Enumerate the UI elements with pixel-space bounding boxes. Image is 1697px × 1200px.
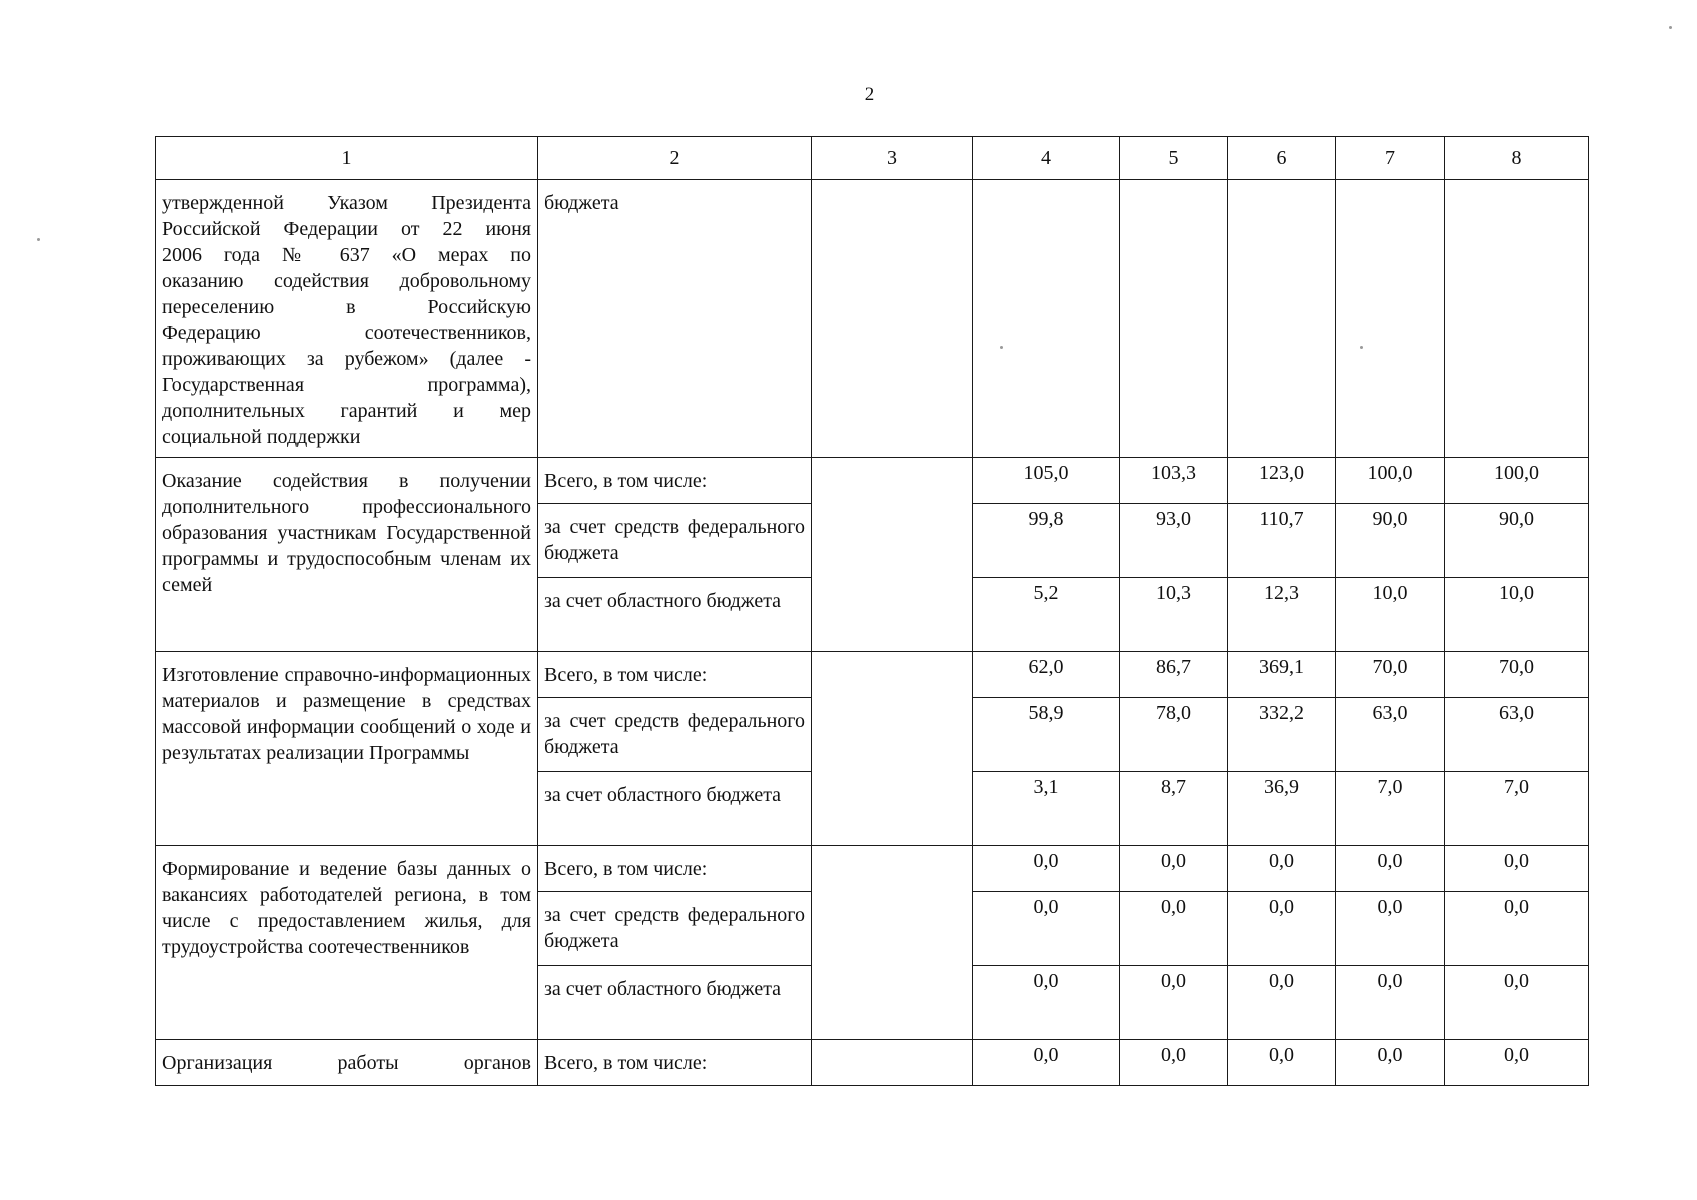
description-line: Федерацию соотечественников, <box>162 322 531 344</box>
value-cell: 0,0 <box>1228 846 1336 892</box>
column-header: 2 <box>538 137 812 180</box>
funding-source: Всего, в том числе: <box>538 652 812 698</box>
value-cell: 100,0 <box>1445 458 1589 504</box>
scan-speck <box>37 238 40 241</box>
total-row <box>156 652 1589 698</box>
column-header: 8 <box>1445 137 1589 180</box>
value-cell: 103,3 <box>1120 458 1228 504</box>
scan-speck <box>1360 346 1363 349</box>
funding-source: за счет средств федерального бюджета <box>538 504 812 578</box>
scan-speck <box>1669 26 1672 29</box>
activity-description: Изготовление справочно-информационных материалов и размещение в средствах массовой информации сообщений о ходе и результатах реализации Программы <box>156 652 538 846</box>
value-cell: 0,0 <box>973 966 1120 1040</box>
column-header: 3 <box>812 137 973 180</box>
empty-cell <box>812 180 973 458</box>
description-line: социальной поддержки <box>162 426 361 448</box>
activity-groups <box>156 458 1589 1040</box>
value-cell: 10,0 <box>1445 578 1589 652</box>
funding-source: за счет областного бюджета <box>538 772 812 846</box>
value-cell: 78,0 <box>1120 698 1228 772</box>
page-number: 2 <box>864 84 875 105</box>
value-cell: 105,0 <box>973 458 1120 504</box>
value-cell: 0,0 <box>1120 892 1228 966</box>
scan-speck <box>1000 346 1003 349</box>
total-row <box>156 458 1589 504</box>
value-cell: 0,0 <box>1445 846 1589 892</box>
description-line: утвержденной Указом Президента <box>162 192 531 214</box>
empty-cell <box>1120 180 1228 458</box>
value-cell: 3,1 <box>973 772 1120 846</box>
value-cell: 0,0 <box>1120 1040 1228 1086</box>
value-cell: 62,0 <box>973 652 1120 698</box>
funding-source: за счет средств федерального бюджета <box>538 698 812 772</box>
value-cell: 0,0 <box>1336 892 1445 966</box>
funding-source: за счет областного бюджета <box>538 966 812 1040</box>
value-cell: 63,0 <box>1336 698 1445 772</box>
funding-source: Всего, в том числе: <box>538 846 812 892</box>
empty-cell <box>1228 180 1336 458</box>
value-cell: 10,0 <box>1336 578 1445 652</box>
activity-description <box>156 1040 538 1086</box>
empty-cell <box>1445 180 1589 458</box>
value-cell: 8,7 <box>1120 772 1228 846</box>
value-cell: 7,0 <box>1445 772 1589 846</box>
value-cell: 0,0 <box>1445 966 1589 1040</box>
value-cell: 63,0 <box>1445 698 1589 772</box>
value-cell: 7,0 <box>1336 772 1445 846</box>
value-cell: 0,0 <box>973 846 1120 892</box>
activity-description: Формирование и ведение базы данных о вакансиях работодателей региона, в том числе с предоставлением жилья, для трудоустройства соотечественников <box>156 846 538 1040</box>
value-cell: 5,2 <box>973 578 1120 652</box>
budget-table <box>155 136 1589 1086</box>
value-cell: 369,1 <box>1228 652 1336 698</box>
empty-cell <box>812 652 973 846</box>
value-cell: 110,7 <box>1228 504 1336 578</box>
value-cell: 70,0 <box>1336 652 1445 698</box>
value-cell: 0,0 <box>1228 966 1336 1040</box>
value-cell: 70,0 <box>1445 652 1589 698</box>
value-cell: 0,0 <box>1120 846 1228 892</box>
value-cell: 0,0 <box>1445 1040 1589 1086</box>
value-cell: 332,2 <box>1228 698 1336 772</box>
description-line: переселению в Российскую <box>162 296 531 318</box>
empty-cell <box>812 458 973 652</box>
empty-cell <box>1336 180 1445 458</box>
description-line: Государственная программа), <box>162 374 531 396</box>
activity-description: Оказание содействия в получении дополнительного профессионального образования участникам Государственной программы и трудоспособным членам их семей <box>156 458 538 652</box>
value-cell: 0,0 <box>1336 966 1445 1040</box>
empty-cell <box>812 1040 973 1086</box>
funding-source: Всего, в том числе: <box>538 458 812 504</box>
description-line: Российской Федерации от 22 июня <box>162 218 531 240</box>
total-row <box>156 1040 1589 1086</box>
total-row <box>156 846 1589 892</box>
value-cell: 86,7 <box>1120 652 1228 698</box>
column-header: 5 <box>1120 137 1228 180</box>
value-cell: 123,0 <box>1228 458 1336 504</box>
value-cell: 0,0 <box>1445 892 1589 966</box>
description-line: проживающих за рубежом» (далее - <box>162 348 531 370</box>
description-line: Организация работы органов <box>162 1052 531 1074</box>
value-cell: 0,0 <box>1228 892 1336 966</box>
value-cell: 0,0 <box>973 892 1120 966</box>
funding-source: бюджета <box>538 180 812 458</box>
column-number-row <box>156 137 1589 180</box>
value-cell: 10,3 <box>1120 578 1228 652</box>
description-line: дополнительных гарантий и мер <box>162 400 531 422</box>
column-header: 7 <box>1336 137 1445 180</box>
value-cell: 0,0 <box>1120 966 1228 1040</box>
funding-source: за счет областного бюджета <box>538 578 812 652</box>
column-header: 1 <box>156 137 538 180</box>
value-cell: 93,0 <box>1120 504 1228 578</box>
value-cell: 100,0 <box>1336 458 1445 504</box>
description-line: оказанию содействия добровольному <box>162 270 531 292</box>
empty-cell <box>973 180 1120 458</box>
value-cell: 58,9 <box>973 698 1120 772</box>
value-cell: 0,0 <box>973 1040 1120 1086</box>
funding-source: Всего, в том числе: <box>538 1040 812 1086</box>
value-cell: 0,0 <box>1228 1040 1336 1086</box>
column-header: 4 <box>973 137 1120 180</box>
value-cell: 90,0 <box>1445 504 1589 578</box>
value-cell: 0,0 <box>1336 1040 1445 1086</box>
value-cell: 36,9 <box>1228 772 1336 846</box>
value-cell: 99,8 <box>973 504 1120 578</box>
value-cell: 90,0 <box>1336 504 1445 578</box>
column-header: 6 <box>1228 137 1336 180</box>
description-line: 2006 года № 637 «О мерах по <box>162 244 531 266</box>
value-cell: 0,0 <box>1336 846 1445 892</box>
funding-source: за счет средств федерального бюджета <box>538 892 812 966</box>
value-cell: 12,3 <box>1228 578 1336 652</box>
empty-cell <box>812 846 973 1040</box>
activity-description <box>156 180 538 458</box>
continuation-row <box>156 180 1589 458</box>
